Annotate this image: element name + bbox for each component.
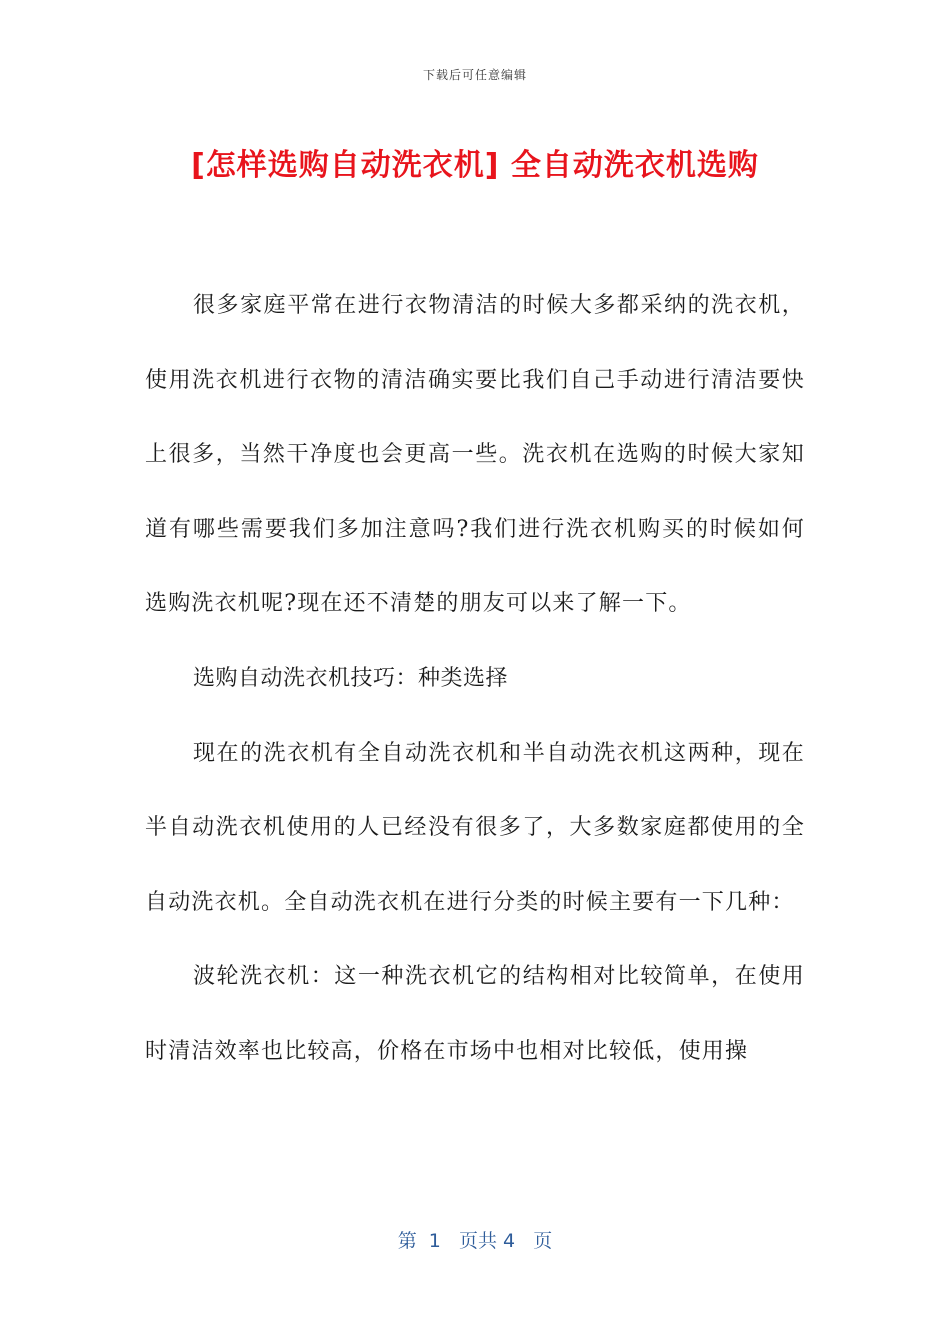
document-title: [怎样选购自动洗衣机] 全自动洗衣机选购 — [191, 148, 759, 183]
section-heading-type-selection: 选购自动洗衣机技巧：种类选择 — [193, 665, 509, 691]
paragraph-impeller-washer: 波轮洗衣机：这一种洗衣机它的结构相对比较简单，在使用时清洁效率也比较高，价格在市场中也相对比较低，使用操 — [145, 964, 805, 1064]
document-body — [145, 269, 805, 1090]
paragraph-intro: 很多家庭平常在进行衣物清洁的时候大多都采纳的洗衣机，使用洗衣机进行衣物的清洁确实要比我们自己手动进行清洁要快上很多，当然干净度也会更高一些。洗衣机在选购的时候大家知道有哪些需要我们多加注意吗?我们进行洗衣机购买的时候如何选购洗衣机呢?现在还不清楚的朋友可以来了解一下。 — [145, 293, 805, 617]
header-note: 下载后可任意编辑 — [422, 68, 527, 82]
page-number-footer: 第 1 页共 4 页 — [397, 1230, 553, 1252]
paragraph-types: 现在的洗衣机有全自动洗衣机和半自动洗衣机这两种，现在半自动洗衣机使用的人已经没有很多了，大多数家庭都使用的全自动洗衣机。全自动洗衣机在进行分类的时候主要有一下几种： — [145, 740, 805, 915]
